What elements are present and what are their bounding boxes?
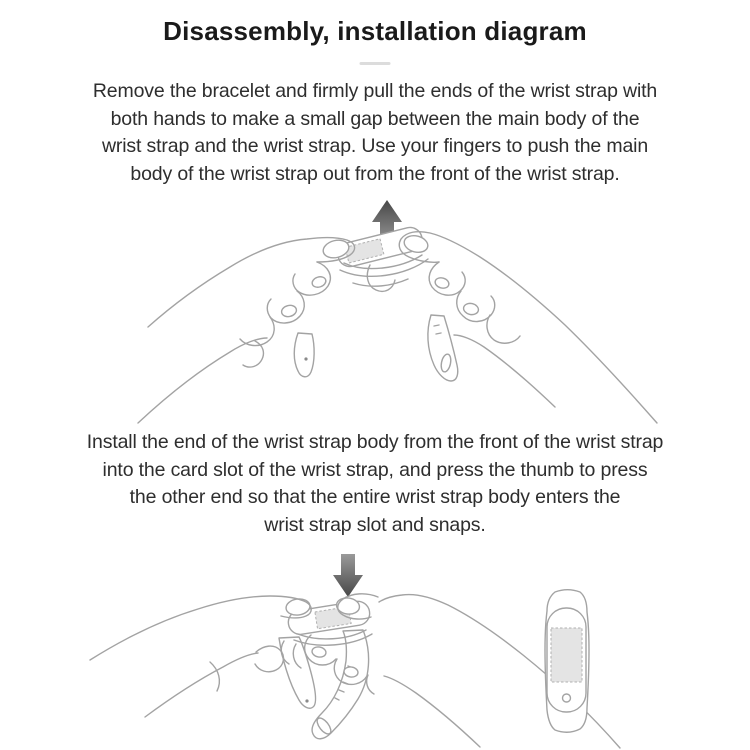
strap-pin-hole (305, 699, 308, 702)
fingernail (463, 302, 480, 316)
instruction-line: into the card slot of the wrist strap, and press the thumb to press (102, 458, 648, 481)
page-title: Disassembly, installation diagram (163, 16, 587, 46)
fingernail (311, 646, 327, 658)
instruction-line: both hands to make a small gap between the main body of the (110, 107, 640, 130)
strap-end-left (294, 333, 314, 377)
instruction-line: wrist strap and the wrist strap. Use your fingers to push the main (101, 135, 649, 157)
arrow-down-icon (333, 554, 363, 597)
instruction-line: wrist strap slot and snaps. (264, 513, 486, 536)
instruction-line: body of the wrist strap out from the front of the wrist strap. (130, 162, 620, 185)
left-hand (90, 596, 311, 717)
instruction-line: Remove the bracelet and firmly pull the ends of the wrist strap with (92, 80, 658, 102)
band-touch-button (563, 694, 571, 702)
step1-instructions (20, 78, 730, 188)
title-divider (360, 62, 391, 65)
instruction-line: Install the end of the wrist strap body from the front of the wrist strap (86, 431, 664, 453)
instruction-line: the other end so that the entire wrist strap body enters the (129, 486, 621, 508)
fingernail (311, 275, 327, 289)
strap-loop-left (279, 637, 316, 708)
band-front-view (545, 590, 589, 732)
illustration-install-strap (60, 540, 690, 750)
step2-instructions (20, 429, 730, 539)
strap-pin-hole (304, 357, 307, 360)
strap-gap-lines (353, 279, 408, 286)
illustration-remove-strap (60, 195, 690, 425)
band-screen-area (551, 628, 582, 682)
fingernail (434, 276, 450, 289)
fingernail (280, 304, 297, 318)
